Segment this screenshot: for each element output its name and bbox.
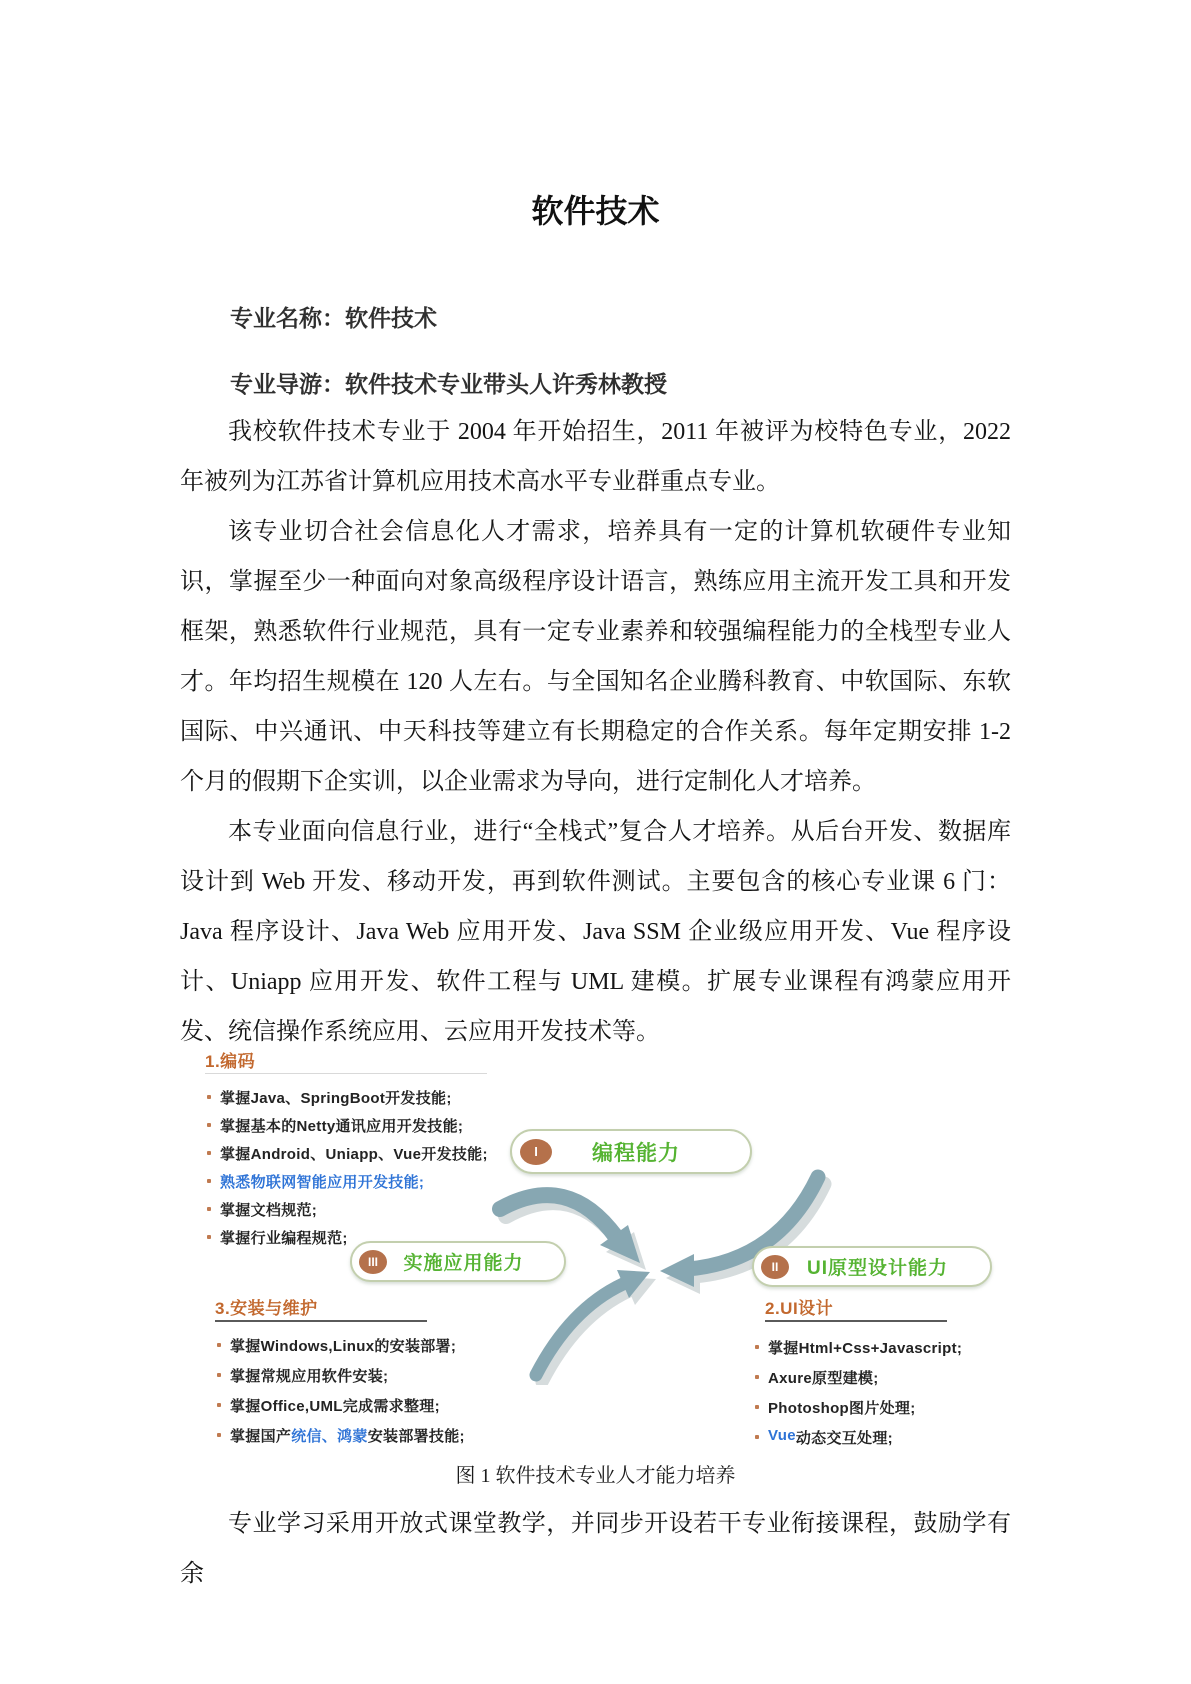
bullet-text: 掌握国产 — [230, 1428, 292, 1445]
document-title: 软件技术 — [531, 193, 660, 229]
bullet-dot-icon — [217, 1433, 221, 1437]
roman-numeral-badge: II — [761, 1255, 789, 1279]
capability-pill-implementation — [350, 1241, 566, 1282]
install-divider — [215, 1320, 427, 1322]
figure-capability-diagram — [180, 1047, 1011, 1449]
bullet-item — [217, 1335, 465, 1356]
capability-label: UI原型设计能力 — [806, 1258, 948, 1279]
bullet-item — [207, 1171, 488, 1192]
bullet-dot-icon — [207, 1095, 211, 1099]
bullet-item — [755, 1427, 962, 1448]
bullet-item — [217, 1365, 465, 1386]
coding-divider — [205, 1073, 487, 1074]
bullet-dot-icon — [207, 1151, 211, 1155]
bullet-text: 掌握Windows,Linux的安装部署; — [230, 1338, 457, 1355]
bullet-item — [207, 1087, 488, 1108]
bullet-dot-icon — [207, 1123, 211, 1127]
capability-label: 编程能力 — [592, 1141, 680, 1165]
bullet-text: 熟悉物联网智能应用开发技能; — [220, 1174, 425, 1191]
skill-group-coding-heading: 1.编码 — [205, 1052, 256, 1071]
bullet-dot-icon — [217, 1343, 221, 1347]
paragraph-closing: 专业学习采用开放式课堂教学，并同步开设若干专业衔接课程，鼓励学有余 — [180, 1511, 1011, 1587]
bullet-text: 掌握常规应用软件安装; — [230, 1368, 389, 1385]
roman-numeral-badge: III — [359, 1250, 387, 1274]
bullet-text: 掌握基本的Netty通讯应用开发技能; — [220, 1118, 464, 1135]
bullet-text: 统信、鸿蒙 — [291, 1428, 368, 1445]
bullet-text: 掌握Java、SpringBoot开发技能; — [220, 1090, 452, 1107]
bullet-item — [207, 1115, 488, 1136]
bullet-dot-icon — [207, 1179, 211, 1183]
skill-group-install-heading: 3.安装与维护 — [215, 1299, 318, 1318]
bullet-dot-icon — [217, 1373, 221, 1377]
bullet-text: Vue — [768, 1427, 796, 1444]
bullet-text: 动态交互处理; — [795, 1430, 893, 1447]
bullet-dot-icon — [207, 1235, 211, 1239]
bullet-item — [207, 1143, 488, 1164]
heading-major-guide: 专业导游：软件技术专业带头人许秀林教授 — [230, 371, 667, 397]
paragraph-intro: 我校软件技术专业于 2004 年开始招生，2011 年被评为校特色专业，2022 年被列为江苏省计算机应用技术高水平专业群重点专业。 — [180, 419, 1011, 495]
ui-divider — [765, 1320, 947, 1322]
bullet-text: 掌握Office,UML完成需求整理; — [230, 1398, 440, 1415]
bullet-item — [755, 1397, 962, 1418]
bullet-item — [217, 1395, 465, 1416]
skill-group-install-list — [217, 1335, 465, 1455]
bullet-dot-icon — [755, 1405, 759, 1409]
capability-pill-ui-prototype — [752, 1246, 992, 1287]
figure-caption: 图 1 软件技术专业人才能力培养 — [455, 1465, 736, 1487]
bullet-item — [217, 1425, 465, 1446]
bullet-text: Photoshop图片处理; — [768, 1400, 916, 1417]
bullet-dot-icon — [755, 1375, 759, 1379]
paragraph-training-goal: 该专业切合社会信息化人才需求，培养具有一定的计算机软硬件专业知识，掌握至少一种面向对象高级程序设计语言，熟练应用主流开发工具和开发框架，熟悉软件行业规范，具有一定专业素养和较强编程能力的全栈型专业人才。年均招生规模在 120 人左右。与全国知名企业腾科教育、中软国际、东软国际、中兴通讯、中天科技等建立有长期稳定的合作关系。每年定期安排 1-2 个月的假期下企实训，以企业需求为导向，进行定制化人才培养。 — [180, 519, 1011, 795]
capability-pill-programming — [510, 1129, 752, 1174]
bullet-dot-icon — [207, 1207, 211, 1211]
bullet-dot-icon — [217, 1403, 221, 1407]
bullet-text: 掌握行业编程规范; — [220, 1230, 348, 1247]
bullet-text: 掌握Html+Css+Javascript; — [768, 1340, 963, 1357]
bullet-text: 掌握文档规范; — [220, 1202, 318, 1219]
bullet-item — [207, 1199, 488, 1220]
roman-numeral-badge: I — [520, 1139, 552, 1165]
skill-group-ui-list — [755, 1337, 962, 1457]
document-content — [180, 0, 1011, 1599]
paragraph-curriculum: 本专业面向信息行业，进行“全栈式”复合人才培养。从后台开发、数据库设计到 Web 开发、移动开发，再到软件测试。主要包含的核心专业课 6 门：Java 程序设计、Java Web 应用开发、Java SSM 企业级应用开发、Vue 程序设计、Uniapp 应用开发、软件工程与 UML 建模。扩展专业课程有鸿蒙应用开发、统信操作系统应用、云应用开发技术等。 — [180, 819, 1011, 1045]
bullet-item — [755, 1367, 962, 1388]
capability-label: 实施应用能力 — [403, 1253, 524, 1274]
skill-group-coding-list — [207, 1087, 488, 1255]
bullet-text: 安装部署技能; — [367, 1428, 465, 1445]
heading-major-name: 专业名称：软件技术 — [230, 305, 437, 331]
bullet-item — [755, 1337, 962, 1358]
bullet-dot-icon — [755, 1345, 759, 1349]
bullet-dot-icon — [755, 1435, 759, 1439]
skill-group-ui-heading: 2.UI设计 — [765, 1299, 834, 1318]
bullet-text: Axure原型建模; — [768, 1370, 879, 1387]
bullet-text: 掌握Android、Uniapp、Vue开发技能; — [220, 1146, 488, 1163]
